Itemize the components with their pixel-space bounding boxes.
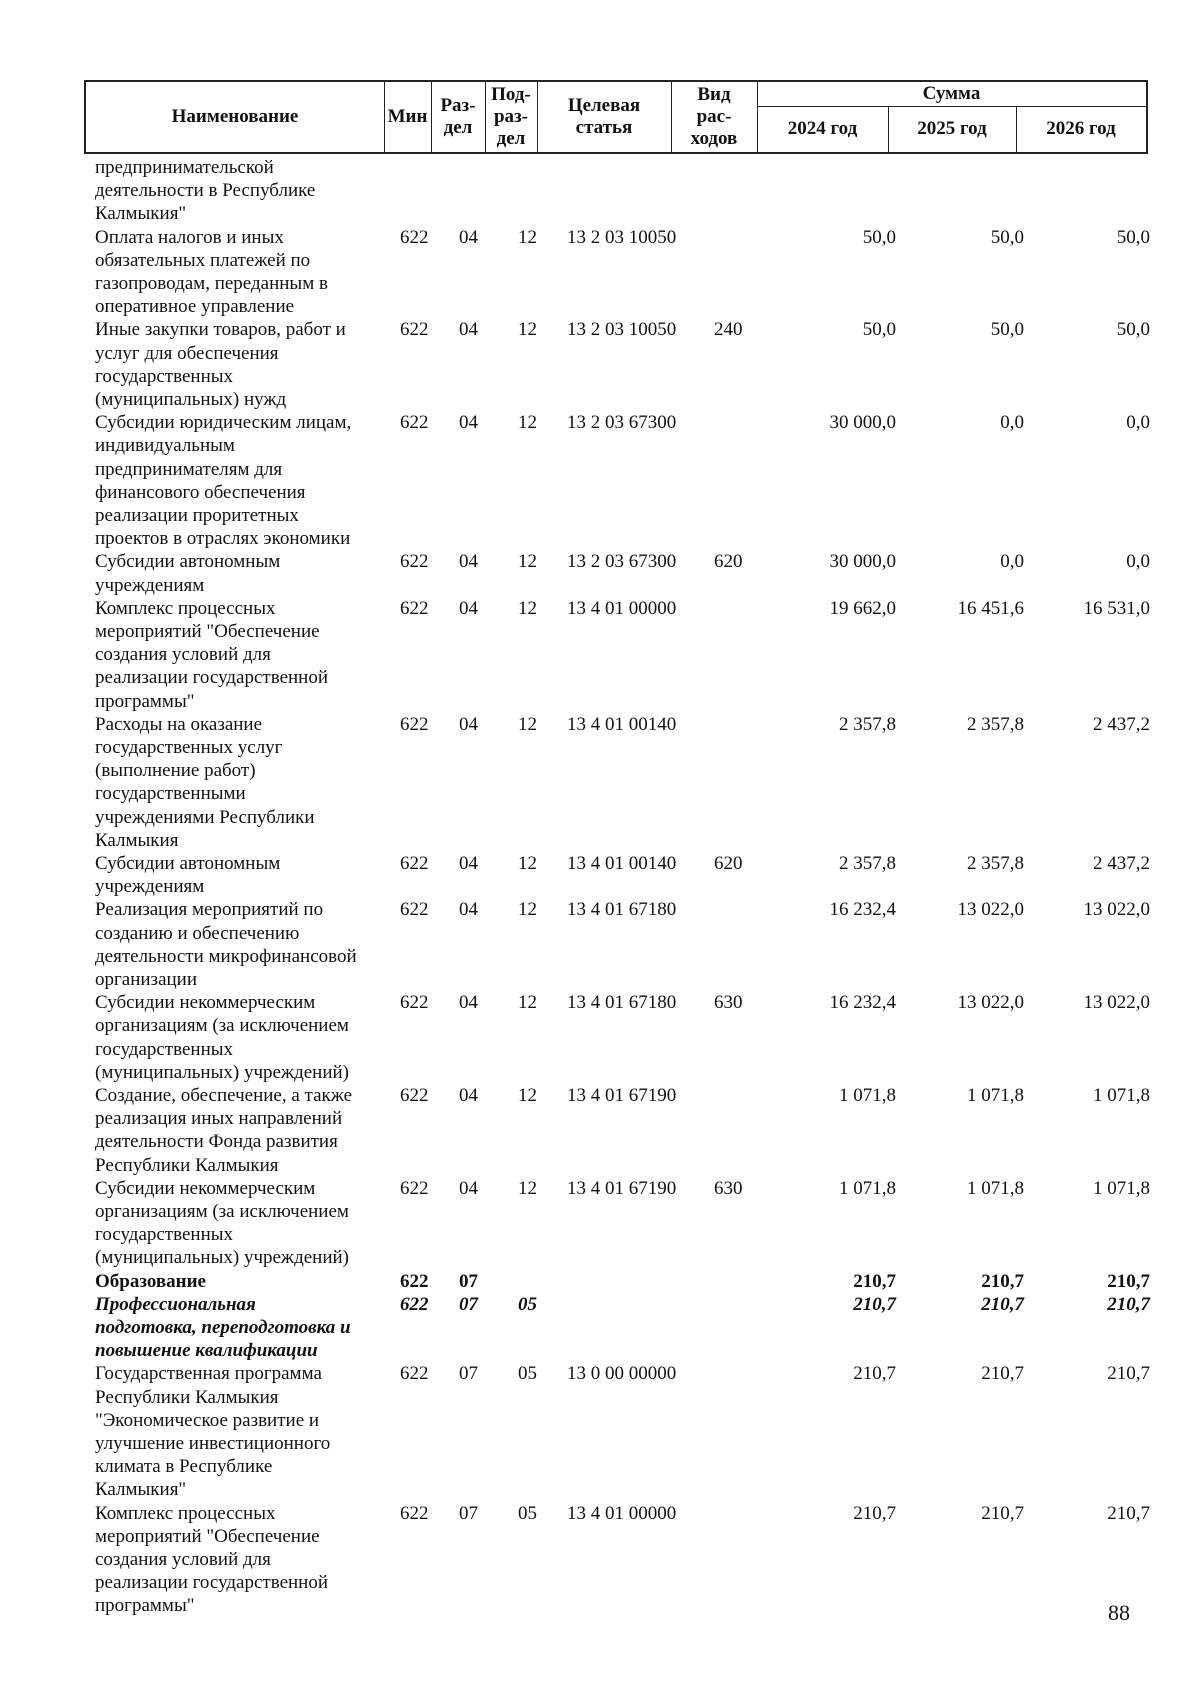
row-name-line: Иные закупки товаров, работ и bbox=[95, 319, 346, 341]
row-razdel: 04 bbox=[459, 1177, 478, 1199]
row-y2026: 210,7 bbox=[1107, 1363, 1150, 1385]
row-razdel: 04 bbox=[459, 853, 478, 874]
row-podrazdel: 12 bbox=[518, 899, 537, 921]
row-name-line: создания условий для bbox=[95, 1549, 271, 1570]
row-y2025: 0,0 bbox=[1000, 412, 1024, 434]
row-razdel: 04 bbox=[459, 551, 478, 573]
row-name-line: климата в Республике bbox=[95, 1456, 273, 1478]
row-name-line: программы" bbox=[95, 1595, 195, 1617]
row-name-line: мероприятий "Обеспечение bbox=[95, 621, 320, 642]
row-min: 622 bbox=[400, 1177, 429, 1199]
header-podrazdel bbox=[485, 82, 538, 152]
row-name-line: учреждениям bbox=[95, 574, 205, 596]
row-y2025: 2 357,8 bbox=[967, 713, 1024, 735]
row-y2026: 210,7 bbox=[1107, 1293, 1150, 1315]
row-name-line: деятельности микрофинансовой bbox=[95, 945, 357, 967]
row-cs: 13 4 01 00140 bbox=[567, 853, 677, 874]
row-name bbox=[95, 852, 395, 898]
row-name-line: реализация иных направлений bbox=[95, 1108, 343, 1130]
row-min: 622 bbox=[400, 319, 429, 341]
row-y2025: 13 022,0 bbox=[957, 992, 1024, 1014]
row-name-line: индивидуальным bbox=[95, 435, 235, 457]
row-name-line: (муниципальных) нужд bbox=[95, 389, 287, 410]
row-name-line: Субсидии автономным bbox=[95, 853, 281, 874]
row-y2024: 16 232,4 bbox=[829, 992, 896, 1014]
table-row bbox=[0, 597, 1200, 713]
row-podrazdel: 12 bbox=[518, 226, 537, 248]
table-row bbox=[0, 1084, 1200, 1177]
header-celevaya bbox=[537, 82, 672, 152]
row-min: 622 bbox=[400, 1502, 429, 1524]
header-vid-line1: Вид bbox=[697, 84, 731, 105]
row-name-line: государственных bbox=[95, 1224, 234, 1246]
row-y2024: 19 662,0 bbox=[829, 597, 896, 619]
row-name-line: реализации государственной bbox=[95, 1572, 329, 1594]
table-row bbox=[0, 898, 1200, 991]
row-y2026: 16 531,0 bbox=[1083, 597, 1150, 619]
header-celevaya-line2: статья bbox=[575, 117, 633, 138]
row-name-line: подготовка, переподготовка и bbox=[95, 1317, 351, 1338]
row-min: 622 bbox=[400, 1270, 429, 1292]
header-summa-label: Сумма bbox=[922, 83, 981, 104]
header-celevaya-line1: Целевая bbox=[567, 95, 641, 116]
row-name-line: мероприятий "Обеспечение bbox=[95, 1525, 320, 1547]
header-year-2024 bbox=[757, 106, 889, 152]
row-y2025: 210,7 bbox=[981, 1502, 1024, 1524]
row-podrazdel: 12 bbox=[518, 551, 537, 573]
row-name bbox=[95, 1084, 395, 1177]
row-name-line: Субсидии некоммерческим bbox=[95, 1177, 316, 1199]
row-razdel: 04 bbox=[459, 713, 478, 735]
table-row bbox=[0, 1362, 1200, 1501]
row-name-line: Комплекс процессных bbox=[95, 1502, 276, 1524]
row-y2024: 30 000,0 bbox=[829, 412, 896, 434]
row-name bbox=[95, 318, 395, 411]
row-name-line: услуг для обеспечения bbox=[95, 342, 279, 364]
row-cs: 13 4 01 00140 bbox=[567, 713, 677, 735]
row-name-line: организациям (за исключением bbox=[95, 1201, 349, 1222]
row-name-line: реализации государственной bbox=[95, 667, 329, 689]
row-name bbox=[95, 1362, 395, 1501]
row-podrazdel: 12 bbox=[518, 1177, 537, 1199]
row-y2026: 0,0 bbox=[1126, 412, 1150, 434]
row-razdel: 07 bbox=[459, 1293, 478, 1315]
row-podrazdel: 12 bbox=[518, 319, 537, 341]
row-y2024: 2 357,8 bbox=[839, 713, 896, 735]
row-y2026: 210,7 bbox=[1107, 1502, 1150, 1524]
row-y2026: 13 022,0 bbox=[1083, 899, 1150, 921]
row-y2026: 2 437,2 bbox=[1093, 713, 1150, 735]
page-number: 88 bbox=[1108, 1600, 1130, 1625]
row-razdel: 07 bbox=[459, 1270, 478, 1292]
row-name-line: оперативное управление bbox=[95, 296, 295, 318]
table-row bbox=[0, 852, 1200, 898]
row-y2026: 50,0 bbox=[1116, 226, 1150, 248]
row-name-line: газопроводам, переданным в bbox=[95, 273, 328, 294]
table-row bbox=[0, 226, 1200, 319]
row-name-line: учреждениям bbox=[95, 876, 205, 898]
row-name-line: (муниципальных) учреждений) bbox=[95, 1247, 349, 1269]
row-name-line: Создание, обеспечение, а также bbox=[95, 1085, 353, 1106]
table-row bbox=[0, 156, 1200, 226]
row-name-line: Реализация мероприятий по bbox=[95, 899, 324, 921]
row-cs: 13 4 01 67180 bbox=[567, 899, 677, 921]
row-name-line: Субсидии юридическим лицам, bbox=[95, 412, 352, 434]
table-row bbox=[0, 713, 1200, 852]
row-podrazdel: 05 bbox=[518, 1502, 537, 1524]
row-razdel: 04 bbox=[459, 899, 478, 921]
row-cs: 13 4 01 00000 bbox=[567, 597, 677, 619]
header-name-label: Наименование bbox=[171, 106, 299, 127]
row-min: 622 bbox=[400, 899, 429, 921]
row-name-line: реализации проритетных bbox=[95, 505, 299, 526]
header-year-2025 bbox=[888, 106, 1017, 152]
row-cs: 13 4 01 67190 bbox=[567, 1177, 677, 1199]
table-row bbox=[0, 411, 1200, 550]
row-name-line: (муниципальных) учреждений) bbox=[95, 1061, 349, 1083]
header-name bbox=[86, 82, 385, 152]
row-razdel: 04 bbox=[459, 1085, 478, 1106]
row-name bbox=[95, 550, 395, 596]
row-name bbox=[95, 597, 395, 713]
row-y2024: 210,7 bbox=[853, 1293, 896, 1315]
row-name-line: предпринимателям для bbox=[95, 458, 283, 480]
row-y2026: 1 071,8 bbox=[1093, 1177, 1150, 1199]
row-name-line: организациям (за исключением bbox=[95, 1015, 349, 1037]
row-y2024: 16 232,4 bbox=[829, 899, 896, 921]
row-name bbox=[95, 1502, 395, 1618]
row-y2026: 210,7 bbox=[1107, 1270, 1150, 1292]
row-name-line: организации bbox=[95, 969, 198, 990]
row-cs: 13 2 03 10050 bbox=[567, 319, 677, 341]
row-min: 622 bbox=[400, 551, 429, 573]
row-razdel: 04 bbox=[459, 226, 478, 248]
row-razdel: 04 bbox=[459, 597, 478, 619]
row-name-line: государственных bbox=[95, 1038, 234, 1060]
row-podrazdel: 12 bbox=[518, 412, 537, 434]
table-row bbox=[0, 1270, 1200, 1293]
row-vr: 620 bbox=[714, 853, 743, 874]
row-cs: 13 2 03 67300 bbox=[567, 412, 677, 434]
row-name-line: "Экономическое развитие и bbox=[95, 1409, 320, 1431]
row-y2026: 2 437,2 bbox=[1093, 853, 1150, 874]
row-y2025: 50,0 bbox=[990, 226, 1024, 248]
row-y2025: 0,0 bbox=[1000, 551, 1024, 573]
row-name-line: повышение квалификации bbox=[95, 1340, 318, 1362]
row-podrazdel: 12 bbox=[518, 992, 537, 1014]
row-y2025: 16 451,6 bbox=[957, 597, 1024, 619]
row-razdel: 04 bbox=[459, 319, 478, 341]
row-min: 622 bbox=[400, 713, 429, 735]
row-name-line: государственных услуг bbox=[95, 737, 283, 758]
header-year-2026 bbox=[1016, 106, 1146, 152]
row-name-line: Республики Калмыкия bbox=[95, 1154, 279, 1176]
row-name bbox=[95, 713, 395, 852]
row-y2025: 1 071,8 bbox=[967, 1085, 1024, 1106]
row-name-line: Субсидии автономным bbox=[95, 551, 281, 573]
header-vid-line2: рас- bbox=[696, 106, 732, 127]
row-min: 622 bbox=[400, 1293, 429, 1315]
row-vr: 240 bbox=[714, 319, 743, 341]
row-y2024: 210,7 bbox=[853, 1363, 896, 1385]
row-cs: 13 4 01 67180 bbox=[567, 992, 677, 1014]
row-name-line: создания условий для bbox=[95, 644, 271, 666]
row-razdel: 04 bbox=[459, 992, 478, 1014]
table-row bbox=[0, 550, 1200, 596]
header-podrazdel-line3: дел bbox=[496, 128, 526, 149]
row-cs: 13 2 03 10050 bbox=[567, 226, 677, 248]
header-year-2026-label: 2026 год bbox=[1046, 118, 1116, 139]
table-header bbox=[84, 80, 1148, 154]
row-y2025: 210,7 bbox=[981, 1293, 1024, 1315]
row-cs: 13 4 01 00000 bbox=[567, 1502, 677, 1524]
header-year-2024-label: 2024 год bbox=[787, 118, 858, 139]
header-podrazdel-line1: Под- bbox=[491, 84, 531, 105]
table-row bbox=[0, 991, 1200, 1084]
row-razdel: 07 bbox=[459, 1363, 478, 1385]
row-y2024: 210,7 bbox=[853, 1502, 896, 1524]
row-y2025: 13 022,0 bbox=[957, 899, 1024, 921]
row-name-line: Оплата налогов и иных bbox=[95, 226, 284, 248]
row-name bbox=[95, 1293, 395, 1363]
row-name-line: деятельности в Республике bbox=[95, 180, 316, 202]
row-min: 622 bbox=[400, 853, 429, 874]
row-min: 622 bbox=[400, 992, 429, 1014]
row-min: 622 bbox=[400, 226, 429, 248]
row-y2026: 50,0 bbox=[1116, 319, 1150, 341]
row-name bbox=[95, 156, 395, 226]
row-y2024: 1 071,8 bbox=[839, 1085, 896, 1106]
header-razdel-line2: дел bbox=[443, 117, 473, 138]
row-name bbox=[95, 1177, 395, 1270]
row-min: 622 bbox=[400, 597, 429, 619]
table-row bbox=[0, 1293, 1200, 1363]
table-row bbox=[0, 1177, 1200, 1270]
row-y2024: 1 071,8 bbox=[839, 1177, 896, 1199]
row-name-line: финансового обеспечения bbox=[95, 481, 306, 503]
row-name-line: Субсидии некоммерческим bbox=[95, 992, 316, 1014]
row-name-line: Республики Калмыкия bbox=[95, 1386, 279, 1408]
row-name-line: Государственная программа bbox=[95, 1363, 322, 1385]
row-name-line: созданию и обеспечению bbox=[95, 922, 300, 944]
row-vr: 630 bbox=[714, 992, 743, 1014]
row-name-line: Калмыкия bbox=[95, 829, 179, 851]
row-y2025: 210,7 bbox=[981, 1363, 1024, 1385]
row-y2025: 1 071,8 bbox=[967, 1177, 1024, 1199]
row-name-line: предпринимательской bbox=[95, 157, 274, 178]
row-podrazdel: 12 bbox=[518, 597, 537, 619]
row-y2025: 2 357,8 bbox=[967, 853, 1024, 874]
row-razdel: 07 bbox=[459, 1502, 478, 1524]
row-podrazdel: 12 bbox=[518, 853, 537, 874]
row-podrazdel: 05 bbox=[518, 1363, 537, 1385]
row-y2026: 13 022,0 bbox=[1083, 992, 1150, 1014]
table-row bbox=[0, 1502, 1200, 1618]
row-podrazdel: 12 bbox=[518, 1085, 537, 1106]
row-min: 622 bbox=[400, 412, 429, 434]
row-name-line: Расходы на оказание bbox=[95, 713, 263, 735]
row-vr: 620 bbox=[714, 551, 743, 573]
header-razdel bbox=[431, 82, 486, 152]
row-min: 622 bbox=[400, 1363, 429, 1385]
row-cs: 13 0 00 00000 bbox=[567, 1363, 677, 1385]
header-vid-line3: ходов bbox=[690, 128, 738, 149]
header-min bbox=[384, 82, 432, 152]
row-y2024: 2 357,8 bbox=[839, 853, 896, 874]
row-y2024: 30 000,0 bbox=[829, 551, 896, 573]
header-podrazdel-line2: раз- bbox=[493, 106, 529, 127]
row-cs: 13 2 03 67300 bbox=[567, 551, 677, 573]
header-summa bbox=[757, 82, 1146, 107]
row-name bbox=[95, 1270, 395, 1293]
row-podrazdel: 05 bbox=[518, 1293, 537, 1315]
row-name-line: обязательных платежей по bbox=[95, 249, 311, 271]
header-min-label: Мин bbox=[387, 106, 428, 127]
row-name-line: Профессиональная bbox=[95, 1293, 256, 1315]
row-razdel: 04 bbox=[459, 412, 478, 434]
row-y2024: 50,0 bbox=[862, 319, 896, 341]
row-y2024: 210,7 bbox=[853, 1270, 896, 1292]
row-y2024: 50,0 bbox=[862, 226, 896, 248]
row-min: 622 bbox=[400, 1085, 429, 1106]
row-name bbox=[95, 991, 395, 1084]
row-y2025: 50,0 bbox=[990, 319, 1024, 341]
row-name-line: улучшение инвестиционного bbox=[95, 1433, 331, 1454]
row-y2026: 0,0 bbox=[1126, 551, 1150, 573]
row-name-line: Калмыкия" bbox=[95, 1479, 187, 1501]
header-year-2025-label: 2025 год bbox=[917, 118, 987, 139]
row-name-line: деятельности Фонда развития bbox=[95, 1131, 338, 1153]
row-name-line: Образование bbox=[95, 1270, 206, 1292]
row-y2025: 210,7 bbox=[981, 1270, 1024, 1292]
row-y2026: 1 071,8 bbox=[1093, 1085, 1150, 1106]
header-vid bbox=[671, 82, 758, 152]
row-name-line: проектов в отраслях экономики bbox=[95, 528, 351, 550]
row-podrazdel: 12 bbox=[518, 713, 537, 735]
row-vr: 630 bbox=[714, 1177, 743, 1199]
row-name-line: (выполнение работ) bbox=[95, 760, 256, 782]
row-name bbox=[95, 411, 395, 550]
row-name bbox=[95, 226, 395, 319]
table-row bbox=[0, 318, 1200, 411]
row-name-line: государственными bbox=[95, 783, 246, 805]
row-name-line: Калмыкия" bbox=[95, 203, 187, 225]
row-name-line: государственных bbox=[95, 365, 234, 387]
row-name bbox=[95, 898, 395, 991]
row-name-line: Комплекс процессных bbox=[95, 597, 276, 619]
header-razdel-line1: Раз- bbox=[440, 95, 476, 116]
row-name-line: учреждениями Республики bbox=[95, 806, 315, 828]
row-cs: 13 4 01 67190 bbox=[567, 1085, 677, 1106]
row-name-line: программы" bbox=[95, 690, 195, 712]
